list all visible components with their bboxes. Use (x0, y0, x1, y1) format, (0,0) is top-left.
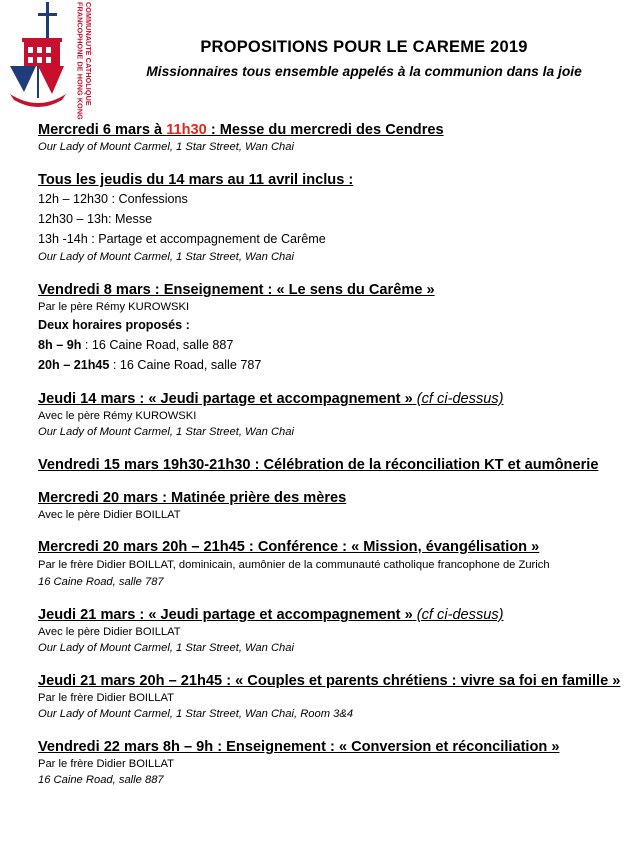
event-speaker: Par le frère Didier BOILLAT, dominicain, aumônier de la communauté catholique francophone de Zurich (38, 559, 550, 571)
event-speaker: Avec le père Didier BOILLAT (38, 626, 181, 638)
event-heading: Vendredi 15 mars 19h30-21h30 : Célébration de la réconciliation KT et aumônerie (38, 457, 599, 473)
event-location: Our Lady of Mount Carmel, 1 Star Street, Wan Chai, Room 3&4 (38, 708, 354, 720)
event-speaker: Par le père Rémy KUROWSKI (38, 301, 190, 313)
event-heading: Tous les jeudis du 14 mars au 11 avril inclus : (38, 172, 354, 188)
event-conference (38, 538, 638, 591)
event-reconciliation (38, 456, 638, 474)
event-couples (38, 672, 638, 723)
event-heading: Jeudi 21 mars 20h – 21h45 : « Couples et parents chrétiens : vivre sa foi en famille » (38, 673, 621, 689)
event-location: 16 Caine Road, salle 787 (38, 576, 164, 588)
event-heading: Jeudi 21 mars : « Jeudi partage et accompagnement » (cf ci-dessus) (38, 607, 504, 623)
event-speaker: Par le frère Didier BOILLAT (38, 692, 174, 704)
event-location: Our Lady of Mount Carmel, 1 Star Street, Wan Chai (38, 642, 294, 654)
event-ash-wednesday (38, 121, 638, 156)
events-list (38, 121, 638, 804)
schedule-line: 12h – 12h30 : Confessions (38, 192, 188, 206)
event-thursday-14 (38, 390, 638, 441)
event-heading: Mercredi 20 mars : Matinée prière des mères (38, 490, 347, 506)
event-location: Our Lady of Mount Carmel, 1 Star Street, Wan Chai (38, 251, 294, 263)
event-location: 16 Caine Road, salle 887 (38, 774, 164, 786)
document-header (96, 38, 632, 79)
event-heading: Mercredi 20 mars 20h – 21h45 : Conférence : « Mission, évangélisation » (38, 539, 540, 555)
schedule-line: 12h30 – 13h: Messe (38, 212, 153, 226)
event-heading: Jeudi 14 mars : « Jeudi partage et accompagnement » (cf ci-dessus) (38, 391, 504, 407)
event-thursdays (38, 171, 638, 266)
event-thursday-21 (38, 606, 638, 657)
event-location: Our Lady of Mount Carmel, 1 Star Street, Wan Chai (38, 141, 294, 153)
schedule-slot: 20h – 21h45 : 16 Caine Road, salle 787 (38, 358, 262, 372)
event-lent-meaning (38, 281, 638, 375)
event-heading: Vendredi 8 mars : Enseignement : « Le sens du Carême » (38, 282, 435, 298)
event-heading: Vendredi 22 mars 8h – 9h : Enseignement : « Conversion et réconciliation » (38, 739, 560, 755)
event-speaker: Par le frère Didier BOILLAT (38, 758, 174, 770)
event-speaker: Avec le père Rémy KUROWSKI (38, 410, 197, 422)
church-boat-logo-icon (8, 0, 70, 112)
schedules-label: Deux horaires proposés : (38, 318, 190, 332)
schedule-line: 13h -14h : Partage et accompagnement de Carême (38, 232, 326, 246)
event-mothers-prayer (38, 489, 638, 523)
event-speaker: Avec le père Didier BOILLAT (38, 509, 181, 521)
schedule-slot: 8h – 9h : 16 Caine Road, salle 887 (38, 338, 234, 352)
event-heading: Mercredi 6 mars à 11h30 : Messe du mercredi des Cendres (38, 122, 444, 138)
highlight-time: 11h30 (166, 122, 207, 138)
community-logo (8, 0, 93, 120)
logo-name: COMMUNAUTÉ CATHOLIQUE FRANCOPHONE DE HONG KONG (75, 2, 93, 120)
event-conversion (38, 738, 638, 789)
event-location: Our Lady of Mount Carmel, 1 Star Street, Wan Chai (38, 426, 294, 438)
page-subtitle: Missionnaires tous ensemble appelés à la communion dans la joie (146, 64, 582, 79)
page-title: PROPOSITIONS POUR LE CAREME 2019 (200, 38, 528, 56)
